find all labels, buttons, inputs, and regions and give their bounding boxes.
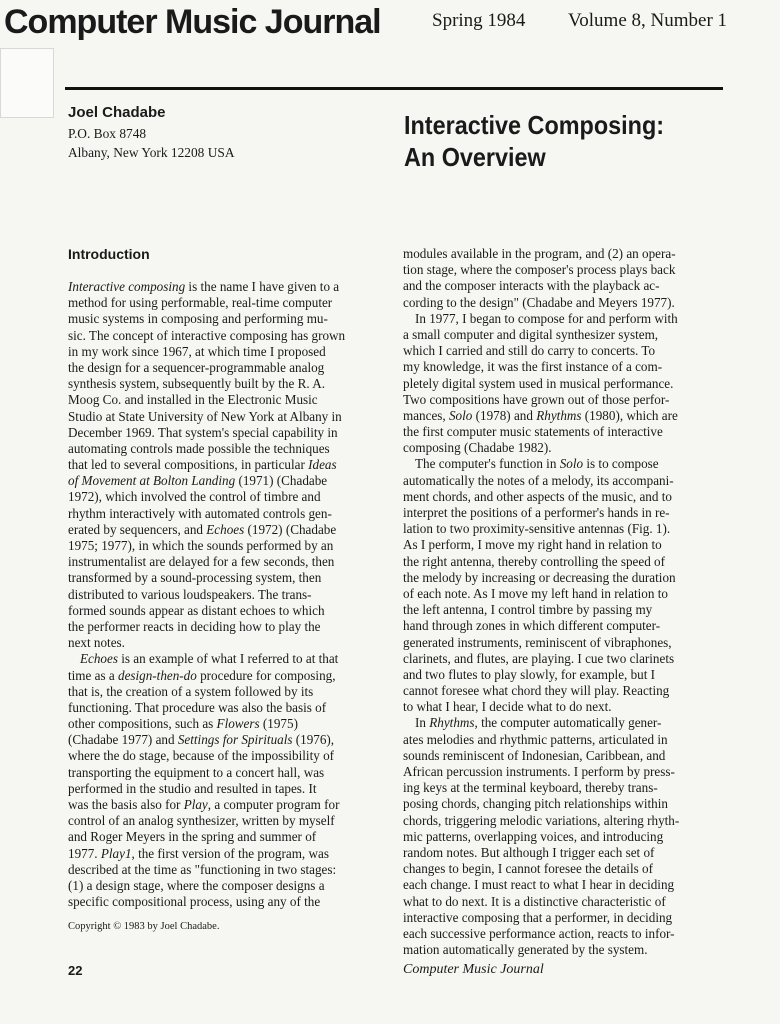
- body-text-line: 1975; 1977), in which the sounds performed by an: [68, 538, 334, 553]
- body-text-line: what to do next. It is a distinctive characteristic of: [403, 893, 666, 909]
- section-heading: Introduction: [68, 246, 150, 262]
- body-text-line: African percussion instruments. I perform by press-: [403, 764, 675, 779]
- body-text-line: that led to several compositions, in particular Ideas: [68, 457, 337, 473]
- body-text-line: interpret the positions of a performer's hands in re-: [403, 505, 670, 520]
- body-text-line: As I perform, I move my right hand in relation to: [403, 537, 662, 553]
- body-text-line: time as a design-then-do procedure for composing,: [68, 667, 336, 683]
- body-text-line: 1977. Play1, the first version of the program, was: [68, 845, 329, 861]
- body-text-line: the right antenna, thereby controlling the speed of: [403, 553, 665, 569]
- body-text-line: where the do stage, because of the impossibility of: [68, 748, 335, 764]
- body-text-line: transformed by a sound-processing system, then: [68, 570, 322, 586]
- body-text-line: composing (Chadabe 1982).: [403, 440, 552, 456]
- copyright-notice: Copyright © 1983 by Joel Chadabe.: [68, 921, 220, 932]
- article-title-line1: Interactive Composing:: [404, 110, 665, 140]
- body-text-line: mation automatically generated by the system.: [403, 942, 648, 958]
- body-text-line: the performer reacts in deciding how to play the: [68, 618, 321, 634]
- body-text-line: instrumentalist are delayed for a few seconds, then: [68, 554, 335, 570]
- body-text-line: hand through zones in which different computer-: [403, 618, 661, 634]
- body-text-line: In 1977, I began to compose for and perform with: [415, 310, 678, 326]
- body-text-line: each change. I must react to what I hear in deciding: [403, 877, 675, 893]
- issue-date: Spring 1984: [432, 10, 526, 31]
- body-text-line: December 1969. That system's special capability in: [68, 424, 338, 440]
- page-number: 22: [68, 963, 83, 978]
- body-text-line: ment chords, and other aspects of the music, and to: [403, 488, 672, 504]
- body-text-line: sounds reminiscent of Indonesian, Caribbean, and: [403, 747, 666, 763]
- body-text-line: other compositions, such as Flowers (1975): [68, 716, 298, 732]
- body-text-line: In Rhythms, the computer automatically gener-: [415, 715, 662, 731]
- body-text-line: method for using performable, real-time computer: [68, 295, 333, 311]
- body-column-left: [68, 279, 398, 910]
- body-text-line: clarinets, and flutes, are playing. I cue two clarinets: [403, 650, 675, 666]
- body-text-line: of Movement at Bolton Landing (1971) (Chadabe: [68, 473, 328, 489]
- body-text-line: control of an analog synthesizer, written by myself: [68, 813, 335, 829]
- body-text-line: my knowledge, it was the first instance of a com-: [403, 359, 663, 375]
- footer-journal-name: Computer Music Journal: [403, 962, 544, 977]
- body-text-line: rhythm interactively with automated controls gen-: [68, 505, 332, 521]
- body-text-line: automatically the notes of a melody, its accompani-: [403, 472, 674, 488]
- body-text-line: the first computer music statements of interactive: [403, 424, 663, 440]
- body-text-line: (Chadabe 1977) and Settings for Spirituals (1976),: [68, 732, 335, 748]
- body-text-line: tion stage, where the composer's process plays back: [403, 262, 676, 278]
- body-text-line: and the composer interacts with the playback ac-: [403, 278, 660, 294]
- body-text-line: pletely digital system used in musical performance.: [403, 375, 674, 391]
- body-column-right: [403, 246, 733, 958]
- body-text-line: Studio at State University of New York at Albany in: [68, 408, 342, 424]
- body-text-line: interactive composing that a performer, in deciding: [403, 909, 673, 925]
- body-text-line: functioning. That procedure was also the basis of: [68, 699, 327, 715]
- body-text-line: ates melodies and rhythmic patterns, articulated in: [403, 731, 668, 747]
- author-name: Joel Chadabe: [68, 104, 166, 121]
- body-text-line: next notes.: [68, 635, 125, 651]
- body-text-line: to what I hear, I decide what to do next.: [403, 699, 612, 715]
- body-text-line: transporting the equipment to a concert hall, was: [68, 764, 325, 780]
- body-text-line: modules available in the program, and (2) an opera-: [403, 246, 676, 261]
- body-text-line: Echoes is an example of what I referred to at that: [80, 651, 339, 667]
- body-text-line: described at the time as "functioning in two stages:: [68, 861, 337, 877]
- body-text-line: that is, the creation of a system followed by its: [68, 683, 314, 699]
- body-text-line: sic. The concept of interactive composing has grown: [68, 327, 346, 343]
- volume-number: Volume 8, Number 1: [568, 10, 728, 31]
- body-text-line: random notes. But although I trigger each set of: [403, 844, 655, 860]
- body-text-line: 1972), which involved the control of timbre and: [68, 489, 321, 505]
- body-text-line: chords, triggering melodic variations, altering rhyth-: [403, 812, 680, 828]
- body-text-line: The computer's function in Solo is to compose: [415, 456, 659, 472]
- author-address-line1: P.O. Box 8748: [68, 126, 147, 141]
- article-title-line2: An Overview: [404, 142, 546, 172]
- body-text-line: synthesis system, subsequently built by the R. A.: [68, 376, 325, 392]
- body-text-line: which I carried and still do carry to concerts. To: [403, 343, 656, 359]
- body-text-line: the left antenna, I control timbre by passing my: [403, 602, 653, 618]
- body-text-line: music systems in composing and performing mu-: [68, 311, 328, 327]
- body-text-line: ing keys at the terminal keyboard, thereby trans-: [403, 780, 658, 796]
- body-text-line: cannot foresee what chord they will play. Reacting: [403, 683, 670, 699]
- body-text-line: performed in the studio and resulted in tapes. It: [68, 780, 317, 796]
- body-text-line: was the basis also for Play, a computer program for: [68, 797, 340, 812]
- body-text-line: generated instruments, reminiscent of vibraphones,: [403, 634, 672, 650]
- body-text-line: and two flutes to play slowly, for example, but I: [403, 666, 656, 682]
- body-text-line: mances, Solo (1978) and Rhythms (1980), which are: [403, 407, 678, 423]
- header-rule: [65, 87, 723, 90]
- body-text-line: Two compositions have grown out of those perfor-: [403, 391, 670, 407]
- body-text-line: erated by sequencers, and Echoes (1972) (Chadabe: [68, 521, 337, 537]
- journal-title: Computer Music Journal: [4, 3, 381, 41]
- body-text-line: posing chords, changing pitch relationships within: [403, 796, 668, 812]
- body-text-line: the design for a sequencer-programmable analog: [68, 359, 325, 375]
- body-text-line: the melody by increasing or decreasing the duration: [403, 569, 676, 585]
- body-text-line: mic patterns, overlapping voices, and introducing: [403, 828, 664, 844]
- body-text-line: cording to the design" (Chadabe and Meyers 1977).: [403, 294, 675, 310]
- body-text-line: lation to two proximity-sensitive antennas (Fig. 1).: [403, 521, 671, 537]
- body-text-line: Moog Co. and installed in the Electronic Music: [68, 392, 318, 408]
- body-text-line: and Roger Meyers in the spring and summer of: [68, 829, 317, 845]
- body-text-line: distributed to various loudspeakers. The trans-: [68, 586, 312, 602]
- body-text-line: changes to begin, I cannot foresee the details of: [403, 861, 653, 877]
- body-text-line: of each note. As I move my left hand in relation to: [403, 585, 668, 601]
- body-text-line: in my work since 1967, at which time I proposed: [68, 343, 326, 359]
- body-text-line: formed sounds appear as distant echoes to which: [68, 602, 325, 618]
- body-text-line: (1) a design stage, where the composer designs a: [68, 877, 325, 893]
- body-text-line: a small computer and digital synthesizer system,: [403, 326, 659, 342]
- body-text-line: each successive performance action, reacts to infor-: [403, 925, 675, 941]
- body-text-line: specific compositional process, using any of the: [68, 894, 321, 910]
- author-address-line2: Albany, New York 12208 USA: [68, 145, 235, 160]
- page-tab-mark: [0, 48, 54, 118]
- body-text-line: Interactive composing is the name I have given to a: [68, 279, 340, 294]
- body-text-line: automating controls made possible the techniques: [68, 440, 330, 456]
